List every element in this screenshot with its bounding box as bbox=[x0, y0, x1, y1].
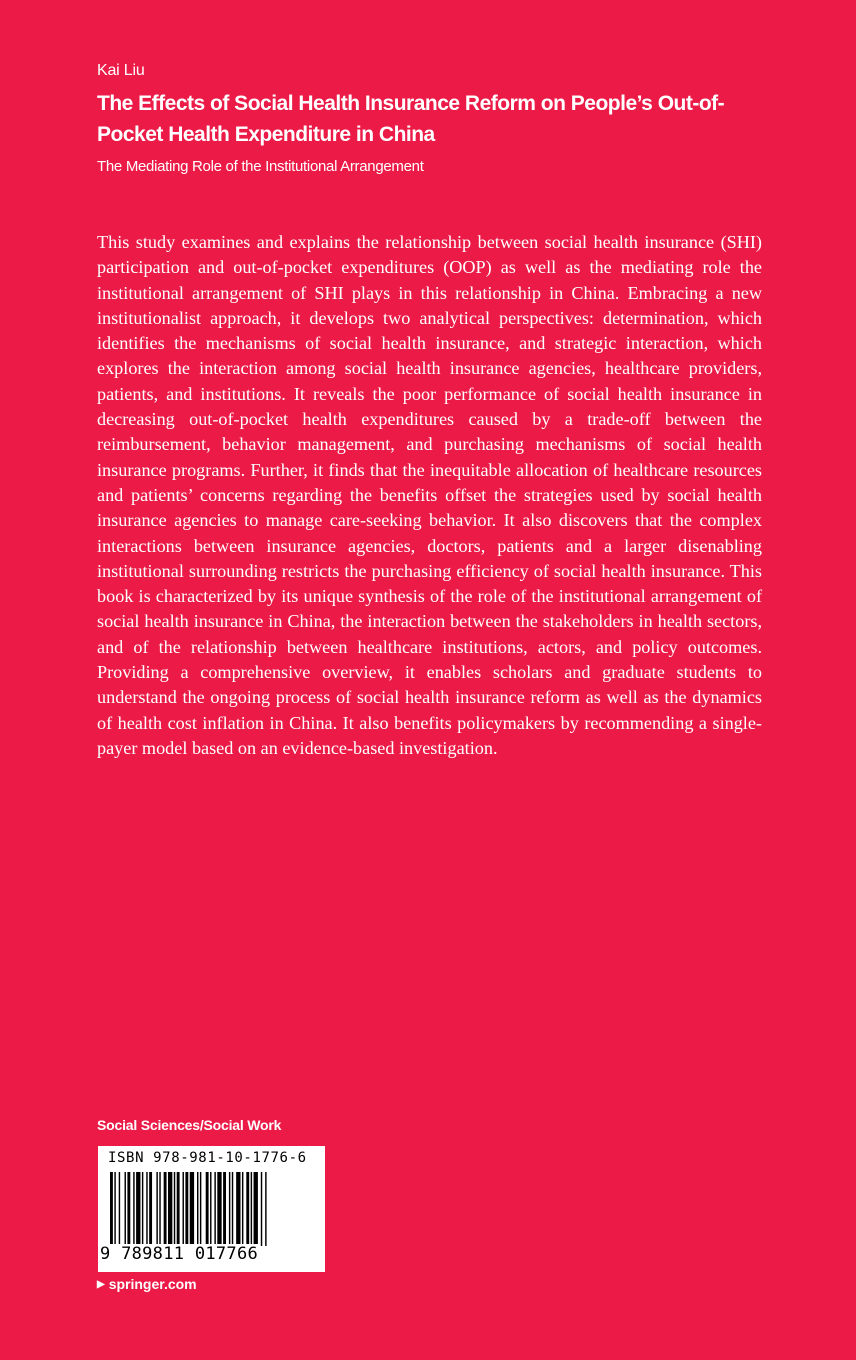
barcode-bar bbox=[119, 1172, 120, 1246]
barcode-bar bbox=[265, 1172, 266, 1246]
barcode-bar bbox=[200, 1172, 201, 1246]
barcode-bar bbox=[174, 1172, 175, 1246]
barcode-bar bbox=[156, 1172, 157, 1246]
barcode-bar bbox=[223, 1172, 226, 1246]
barcode-bar bbox=[210, 1172, 211, 1246]
barcode-bar bbox=[164, 1172, 167, 1246]
barcode-bar bbox=[229, 1172, 230, 1246]
barcode-bar bbox=[246, 1172, 249, 1246]
barcode-bar bbox=[114, 1172, 115, 1246]
barcode-bar bbox=[127, 1172, 130, 1246]
barcode-bar bbox=[261, 1172, 262, 1246]
barcode-bar bbox=[206, 1172, 209, 1246]
barcode-bar bbox=[177, 1172, 180, 1246]
barcode-bar bbox=[197, 1172, 198, 1246]
barcode-bar bbox=[159, 1172, 160, 1246]
subject-category: Social Sciences/Social Work bbox=[97, 1117, 282, 1133]
barcode-bar bbox=[254, 1172, 258, 1246]
barcode-bar bbox=[242, 1172, 243, 1246]
barcode-bar bbox=[190, 1172, 194, 1246]
barcode-bar bbox=[142, 1172, 143, 1246]
barcode-bar bbox=[183, 1172, 184, 1246]
barcode-bar bbox=[136, 1172, 140, 1246]
book-title: The Effects of Social Health Insurance Reform on People’s Out-of-Pocket Health Expenditure in China bbox=[97, 92, 725, 146]
barcode-bar bbox=[149, 1172, 152, 1246]
author-name: Kai Liu bbox=[97, 62, 145, 79]
barcode-image bbox=[110, 1172, 314, 1246]
barcode-bar bbox=[232, 1172, 233, 1246]
barcode-bar bbox=[110, 1172, 113, 1246]
barcode-bar bbox=[251, 1172, 252, 1246]
book-subtitle: The Mediating Role of the Institutional Arrangement bbox=[97, 158, 424, 175]
website-label: springer.com bbox=[108, 1276, 197, 1292]
barcode-bar bbox=[185, 1172, 188, 1246]
barcode-bar bbox=[168, 1172, 172, 1246]
publisher-website[interactable] bbox=[97, 1276, 197, 1292]
barcode-bar bbox=[133, 1172, 134, 1246]
barcode-bar bbox=[125, 1172, 126, 1246]
book-description: This study examines and explains the relationship between social health insurance (SHI) participation and out-of-pocket expenditures (OOP) as well as the mediating role the institutional arrangement of SHI plays in this relationship in China. Embracing a new institutionalist approach, it develops two analytical perspectives: determination, which identifies the mechanisms of social health insurance, and strategic interaction, which explores the interaction among social health insurance agencies, healthcare providers, patients, and institutions. It reveals the poor performance of social health insurance in decreasing out-of-pocket health expenditures caused by a trade-off between the reimbursement, behavior management, and purchasing mechanisms of social health insurance programs. Further, it finds that the inequitable allocation of healthcare resources and patients’ concerns regarding the benefits offset the strategies used by social health insurance agencies to manage care-seeking behavior. It also discovers that the complex interactions between insurance agencies, doctors, patients and a larger disenabling institutional surrounding restricts the purchasing efficiency of social health insurance. This book is characterized by its unique synthesis of the role of the institutional arrangement of social health insurance in China, the interaction between the stakeholders in health sectors, and of the relationship between healthcare institutions, actors, and policy outcomes. Providing a comprehensive overview, it enables scholars and graduate students to understand the ongoing process of social health insurance reform as well as the dynamics of health cost inflation in China. It also benefits policymakers by recommending a single-payer model based on an evidence-based investigation. bbox=[97, 232, 762, 758]
barcode-bar bbox=[236, 1172, 240, 1246]
isbn-number: ISBN 978-981-10-1776-6 bbox=[108, 1150, 307, 1166]
isbn-barcode-box bbox=[98, 1146, 325, 1272]
barcode-bar bbox=[214, 1172, 215, 1246]
arrow-right-icon: ▶ bbox=[97, 1278, 105, 1290]
barcode-bar bbox=[217, 1172, 221, 1246]
barcode-bar bbox=[146, 1172, 147, 1246]
barcode-digits: 9 789811 017766 bbox=[100, 1244, 259, 1264]
